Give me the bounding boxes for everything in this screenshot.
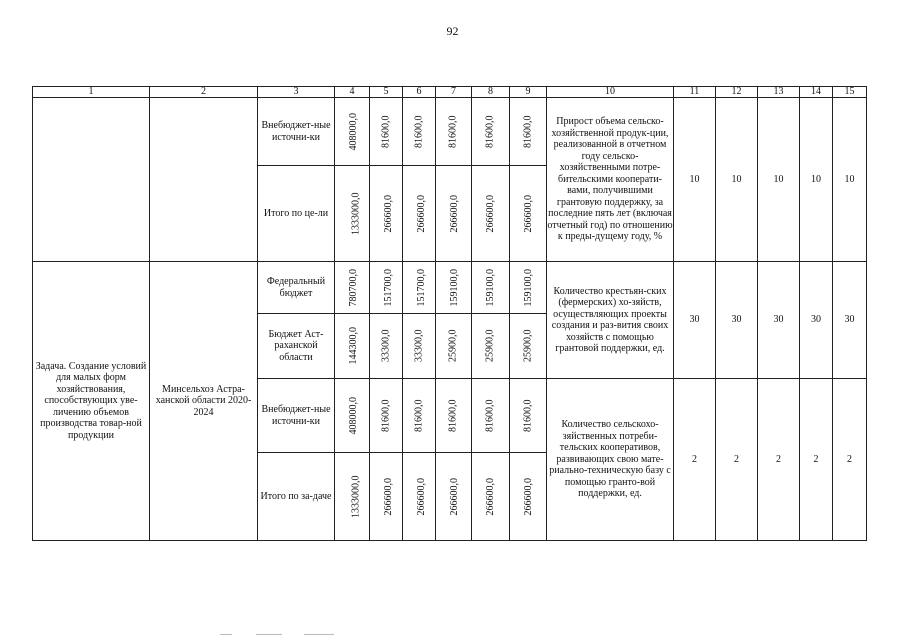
page-number: 92 — [446, 24, 459, 38]
target-cell: 10 — [833, 98, 867, 262]
target-cell: 2 — [716, 379, 758, 541]
header-cell: 15 — [833, 87, 867, 98]
executor-cell: Минсельхоз Астра-ханской области 2020-2024 — [150, 262, 258, 541]
funding-source: Внебюджет-ные источни-ки — [258, 98, 335, 166]
indicator-cell: Прирост объема сельско-хозяйственной продук-ции, реализованной в отчетном году сельско-хозяйственными потре-бительскими кооперати-вами, получившими грантовую поддержку, за последние пять лет (включая отчетный год) по отношению к преды-дущему году, % — [547, 98, 674, 262]
amount-cell: 266600,0 — [370, 166, 403, 262]
amount-cell: 266600,0 — [472, 453, 510, 541]
amount-cell: 25900,0 — [472, 314, 510, 379]
target-cell: 10 — [758, 98, 800, 262]
header-cell: 8 — [472, 87, 510, 98]
amount-cell: 266600,0 — [436, 453, 472, 541]
amount-cell: 780700,0 — [335, 262, 370, 314]
funding-source: Внебюджет-ные источни-ки — [258, 379, 335, 453]
header-cell: 6 — [403, 87, 436, 98]
scan-artifact — [220, 628, 360, 640]
header-cell: 10 — [547, 87, 674, 98]
header-cell: 2 — [150, 87, 258, 98]
amount-cell: 266600,0 — [403, 453, 436, 541]
amount-cell: 81600,0 — [403, 379, 436, 453]
table-row — [33, 262, 867, 314]
amount-cell: 81600,0 — [436, 379, 472, 453]
amount-cell: 81600,0 — [510, 379, 547, 453]
amount-cell: 408000,0 — [335, 98, 370, 166]
header-cell: 7 — [436, 87, 472, 98]
target-cell: 10 — [716, 98, 758, 262]
amount-cell: 144300,0 — [335, 314, 370, 379]
amount-cell: 266600,0 — [403, 166, 436, 262]
amount-cell: 81600,0 — [472, 379, 510, 453]
amount-cell: 33300,0 — [370, 314, 403, 379]
indicator-cell: Количество крестьян-ских (фермерских) хо-зяйств, осуществляющих проекты создания и раз-вития своих хозяйств с помощью грантовой поддержки, ед. — [547, 262, 674, 379]
funding-source: Итого по це-ли — [258, 166, 335, 262]
target-cell: 30 — [833, 262, 867, 379]
target-cell: 30 — [716, 262, 758, 379]
amount-cell: 81600,0 — [370, 98, 403, 166]
amount-cell: 1333000,0 — [335, 453, 370, 541]
amount-cell: 408000,0 — [335, 379, 370, 453]
amount-cell: 25900,0 — [436, 314, 472, 379]
amount-cell: 266600,0 — [472, 166, 510, 262]
program-table — [32, 86, 867, 541]
header-cell: 3 — [258, 87, 335, 98]
amount-cell: 159100,0 — [510, 262, 547, 314]
amount-cell: 81600,0 — [370, 379, 403, 453]
target-cell: 2 — [800, 379, 833, 541]
header-cell: 5 — [370, 87, 403, 98]
amount-cell: 81600,0 — [436, 98, 472, 166]
indicator-cell: Количество сельскохо-зяйственных потреби-тельских кооперативов, развивающих свою мате-риально-техническую базу с помощью гранто-вой поддержки, ед. — [547, 379, 674, 541]
header-cell: 12 — [716, 87, 758, 98]
target-cell: 2 — [833, 379, 867, 541]
amount-cell: 81600,0 — [472, 98, 510, 166]
task-cell: Задача. Создание условий для малых форм хозяйствования, способствующих уве-личению объемов производства товар-ной продукции — [33, 262, 150, 541]
amount-cell: 159100,0 — [472, 262, 510, 314]
target-cell: 30 — [758, 262, 800, 379]
target-cell: 10 — [674, 98, 716, 262]
amount-cell: 151700,0 — [370, 262, 403, 314]
amount-cell: 25900,0 — [510, 314, 547, 379]
amount-cell: 159100,0 — [436, 262, 472, 314]
task-cell-empty — [33, 98, 150, 262]
header-cell: 11 — [674, 87, 716, 98]
target-cell: 2 — [758, 379, 800, 541]
header-cell: 9 — [510, 87, 547, 98]
amount-cell: 266600,0 — [510, 453, 547, 541]
header-cell: 13 — [758, 87, 800, 98]
amount-cell: 266600,0 — [510, 166, 547, 262]
table-row — [33, 98, 867, 166]
amount-cell: 81600,0 — [403, 98, 436, 166]
amount-cell: 33300,0 — [403, 314, 436, 379]
funding-source: Федеральный бюджет — [258, 262, 335, 314]
funding-source: Бюджет Аст-раханской области — [258, 314, 335, 379]
target-cell: 10 — [800, 98, 833, 262]
executor-cell-empty — [150, 98, 258, 262]
header-cell: 14 — [800, 87, 833, 98]
target-cell: 30 — [674, 262, 716, 379]
funding-source: Итого по за-даче — [258, 453, 335, 541]
amount-cell: 81600,0 — [510, 98, 547, 166]
amount-cell: 266600,0 — [370, 453, 403, 541]
amount-cell: 266600,0 — [436, 166, 472, 262]
header-cell: 4 — [335, 87, 370, 98]
header-row — [33, 87, 867, 98]
target-cell: 30 — [800, 262, 833, 379]
amount-cell: 151700,0 — [403, 262, 436, 314]
amount-cell: 1333000,0 — [335, 166, 370, 262]
target-cell: 2 — [674, 379, 716, 541]
header-cell: 1 — [33, 87, 150, 98]
